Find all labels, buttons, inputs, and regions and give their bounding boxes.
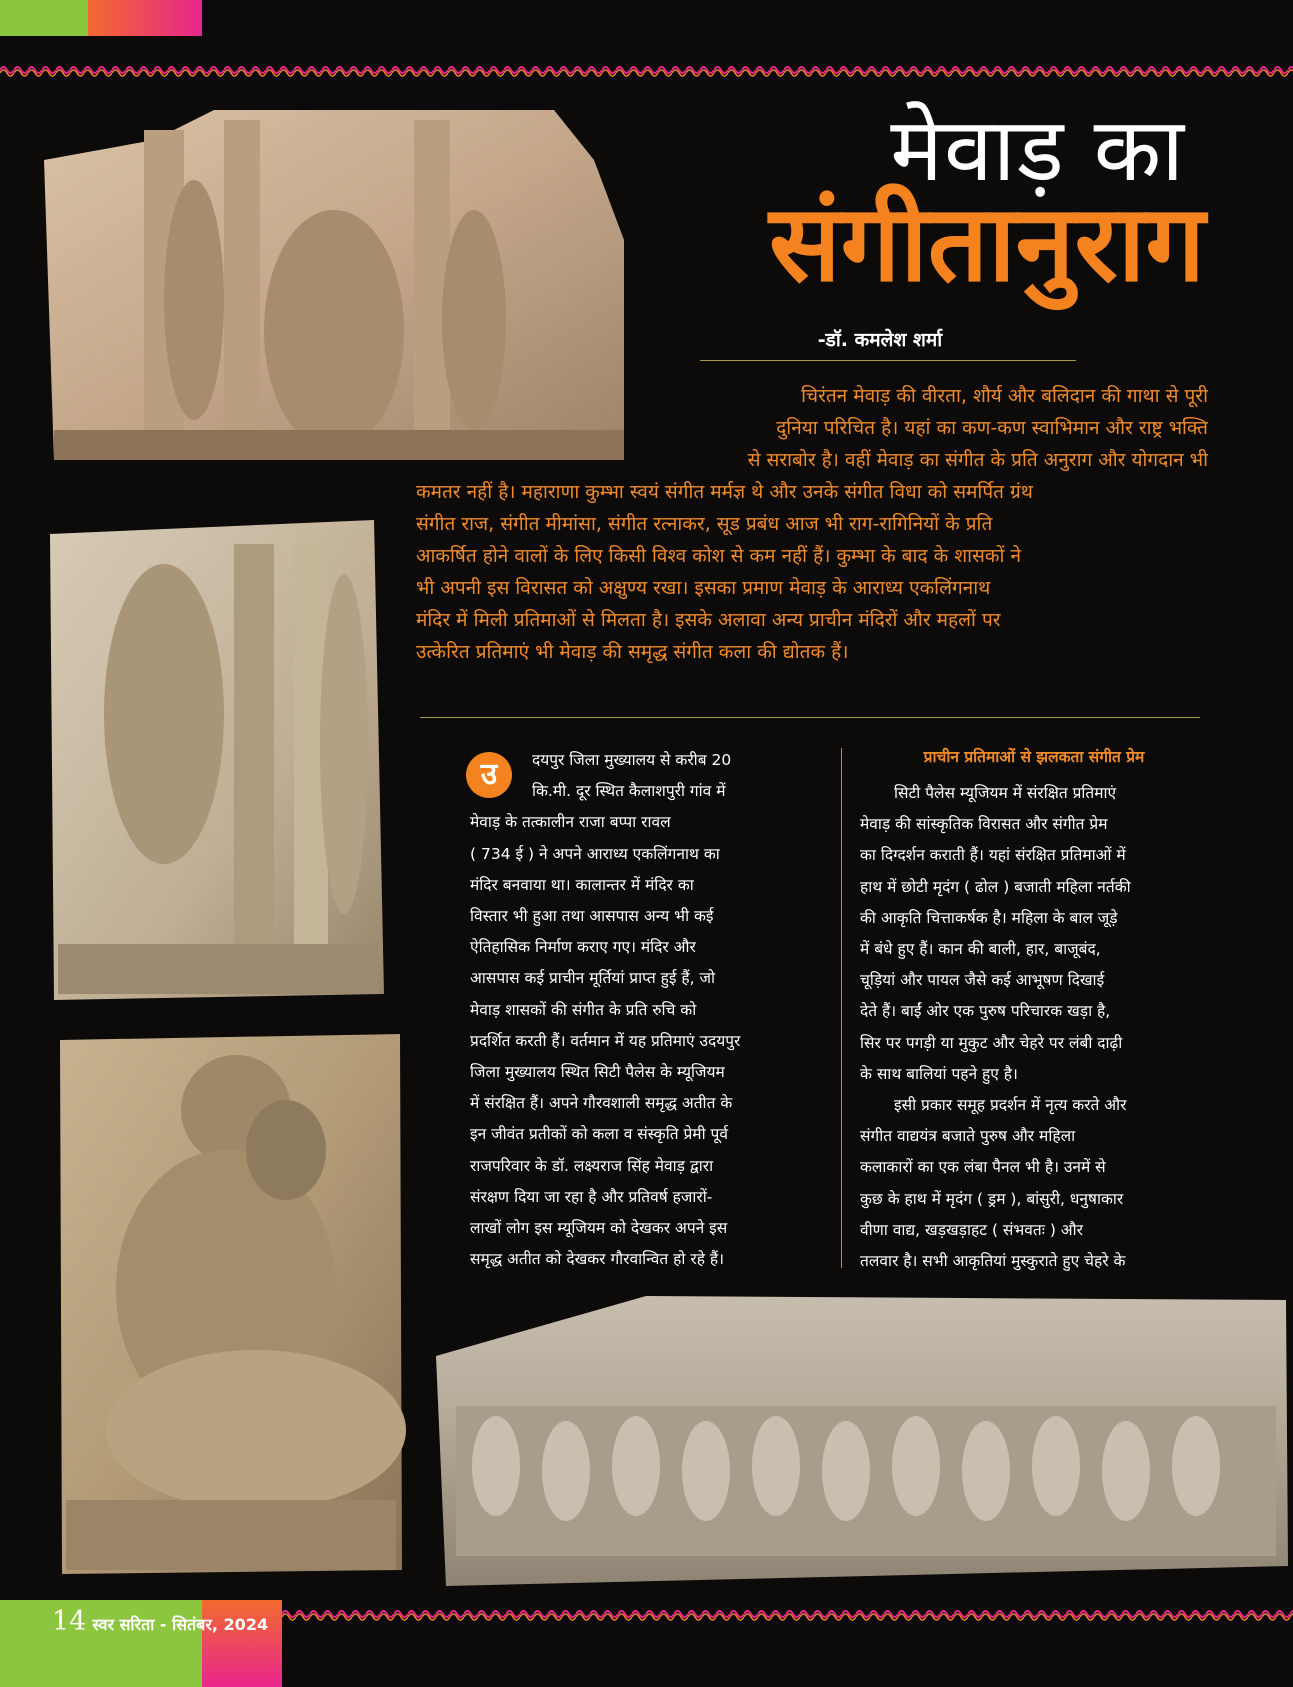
body-line: में संरक्षित हैं। अपने गौरवशाली समृद्ध अतीत के: [470, 1094, 733, 1113]
dropcap: उ: [466, 752, 512, 798]
top-color-block-gradient: [88, 0, 202, 36]
body-line: मेवाड़ के तत्कालीन राजा बप्पा रावल: [470, 813, 671, 832]
top-color-block-green: [0, 0, 88, 36]
publication-date: स्वर सरिता - सितंबर, 2024: [92, 1615, 269, 1634]
body-line: हाथ में छोटी मृदंग ( ढोल ) बजाती महिला नर्तकी: [860, 877, 1131, 896]
intro-line: से सराबोर है। वहीं मेवाड़ का संगीत के प्रति अनुराग और योगदान भी: [747, 449, 1208, 471]
decorative-bottom-border: [282, 1606, 1293, 1622]
intro-line: चिरंतन मेवाड़ की वीरता, शौर्य और बलिदान की गाथा से पूरी: [801, 385, 1208, 407]
intro-paragraph: [416, 380, 1208, 668]
body-column-left: [470, 745, 820, 1275]
sculpture-photo-female-figure: [44, 514, 390, 1006]
body-line: आसपास कई प्राचीन मूर्तियां प्राप्त हुई हैं, जो: [470, 969, 715, 988]
body-line: इन जीवंत प्रतीकों को कला व संस्कृति प्रेमी पूर्व: [470, 1125, 728, 1144]
body-line: सिटी पैलेस म्यूजियम में संरक्षित प्रतिमाएं: [894, 784, 1117, 802]
body-line: के साथ बालियां पहने हुए है।: [860, 1064, 1018, 1083]
body-line: कलाकारों का एक लंबा पैनल भी है। उनमें से: [860, 1158, 1106, 1177]
body-line: विस्तार भी हुआ तथा आसपास अन्य भी कई: [470, 907, 714, 926]
body-line: इसी प्रकार समूह प्रदर्शन में नृत्य करते और: [894, 1096, 1127, 1115]
intro-line: आकर्षित होने वालों के लिए किसी विश्व कोश से कम नहीं हैं। कुम्भा के बाद के शासकों ने: [416, 545, 1021, 567]
body-line: समृद्ध अतीत को देखकर गौरवान्वित हो रहे हैं।: [470, 1250, 724, 1269]
column-divider: [841, 748, 842, 1268]
body-line: वीणा वाद्य, खड़खड़ाहट ( संभवतः ) और: [860, 1220, 1083, 1239]
article-title-line1: मेवाड़ का: [890, 98, 1185, 201]
subheading: प्राचीन प्रतिमाओं से झलकता संगीत प्रेम: [923, 748, 1145, 766]
body-line: ऐतिहासिक निर्माण कराए गए। मंदिर और: [470, 938, 696, 957]
body-line: लाखों लोग इस म्यूजियम को देखकर अपने इस: [470, 1219, 728, 1238]
body-line: में बंधे हुए हैं। कान की बाली, हार, बाजूबंद,: [860, 940, 1101, 959]
body-line: की आकृति चित्ताकर्षक है। महिला के बाल जूड़े: [860, 908, 1118, 927]
intro-line: दुनिया परिचित है। यहां का कण-कण स्वाभिमान और राष्ट्र भक्ति: [776, 417, 1208, 439]
body-line: कुछ के हाथ में मृदंग ( ड्रम ), बांसुरी, धनुषाकार: [860, 1189, 1124, 1208]
body-column-right: [860, 778, 1208, 1277]
footer-folio: [52, 1606, 268, 1638]
body-line: मंदिर बनवाया था। कालान्तर में मंदिर का: [470, 875, 694, 894]
body-line: ( 734 ई ) ने अपने आराध्य एकलिंगनाथ का: [470, 844, 720, 863]
body-line: देते हैं। बाईं ओर एक पुरुष परिचारक खड़ा है,: [860, 1002, 1111, 1021]
body-line: चूड़ियां और पायल जैसे कई आभूषण दिखाई: [860, 971, 1105, 990]
intro-line: कमतर नहीं है। महाराणा कुम्भा स्वयं संगीत मर्मज्ञ थे और उनके संगीत विधा को समर्पित ग्रंथ: [416, 481, 1033, 503]
decorative-top-border: [0, 62, 1293, 78]
article-title-line2: संगीतानुराग: [769, 182, 1205, 305]
body-line: कि.मी. दूर स्थित कैलाशपुरी गांव में: [532, 782, 726, 801]
body-line: राजपरिवार के डॉ. लक्ष्यराज सिंह मेवाड़ द्वारा: [470, 1156, 714, 1175]
intro-line: भी अपनी इस विरासत को अक्षुण्य रखा। इसका प्रमाण मेवाड़ के आराध्य एकलिंगनाथ: [416, 577, 991, 599]
body-line: संगीत वाद्ययंत्र बजाते पुरुष और महिला: [860, 1127, 1076, 1146]
body-line: सिर पर पगड़ी या मुकुट और चेहरे पर लंबी दाढ़ी: [860, 1033, 1123, 1052]
page-number: 14: [52, 1606, 87, 1637]
intro-line: संगीत राज, संगीत मीमांसा, संगीत रत्नाकर, सूड प्रबंध आज भी राग-रागिनियों के प्रति: [416, 513, 993, 535]
intro-line: मंदिर में मिली प्रतिमाओं से मिलता है। इसके अलावा अन्य प्राचीन मंदिरों और महलों पर: [416, 609, 1001, 631]
author-byline: -डॉ. कमलेश शर्मा: [817, 329, 943, 351]
sculpture-photo-musicians-frieze: [426, 1296, 1292, 1590]
body-line: मेवाड़ की सांस्कृतिक विरासत और संगीत प्रेम: [860, 815, 1108, 834]
body-line: दयपुर जिला मुख्यालय से करीब 20: [532, 751, 732, 769]
sculpture-photo-drum-player: [56, 1030, 406, 1578]
body-line: प्रदर्शित करती हैं। वर्तमान में यह प्रतिमाएं उदयपुर: [470, 1031, 741, 1050]
body-line: का दिग्दर्शन कराती हैं। यहां संरक्षित प्रतिमाओं में: [860, 846, 1126, 865]
body-line: मेवाड़ शासकों की संगीत के प्रति रुचि को: [470, 1000, 697, 1019]
body-line: तलवार है। सभी आकृतियां मुस्कुराते हुए चेहरे के: [860, 1252, 1126, 1271]
body-line: संरक्षण दिया जा रहा है और प्रतिवर्ष हजारों-: [470, 1187, 713, 1206]
title-rule: [700, 360, 1076, 361]
intro-line: उत्केरित प्रतिमाएं भी मेवाड़ की समृद्ध संगीत कला की द्योतक हैं।: [416, 641, 849, 663]
intro-bottom-rule: [420, 717, 1200, 718]
body-line: जिला मुख्यालय स्थित सिटी पैलेस के म्यूजियम: [470, 1063, 725, 1082]
